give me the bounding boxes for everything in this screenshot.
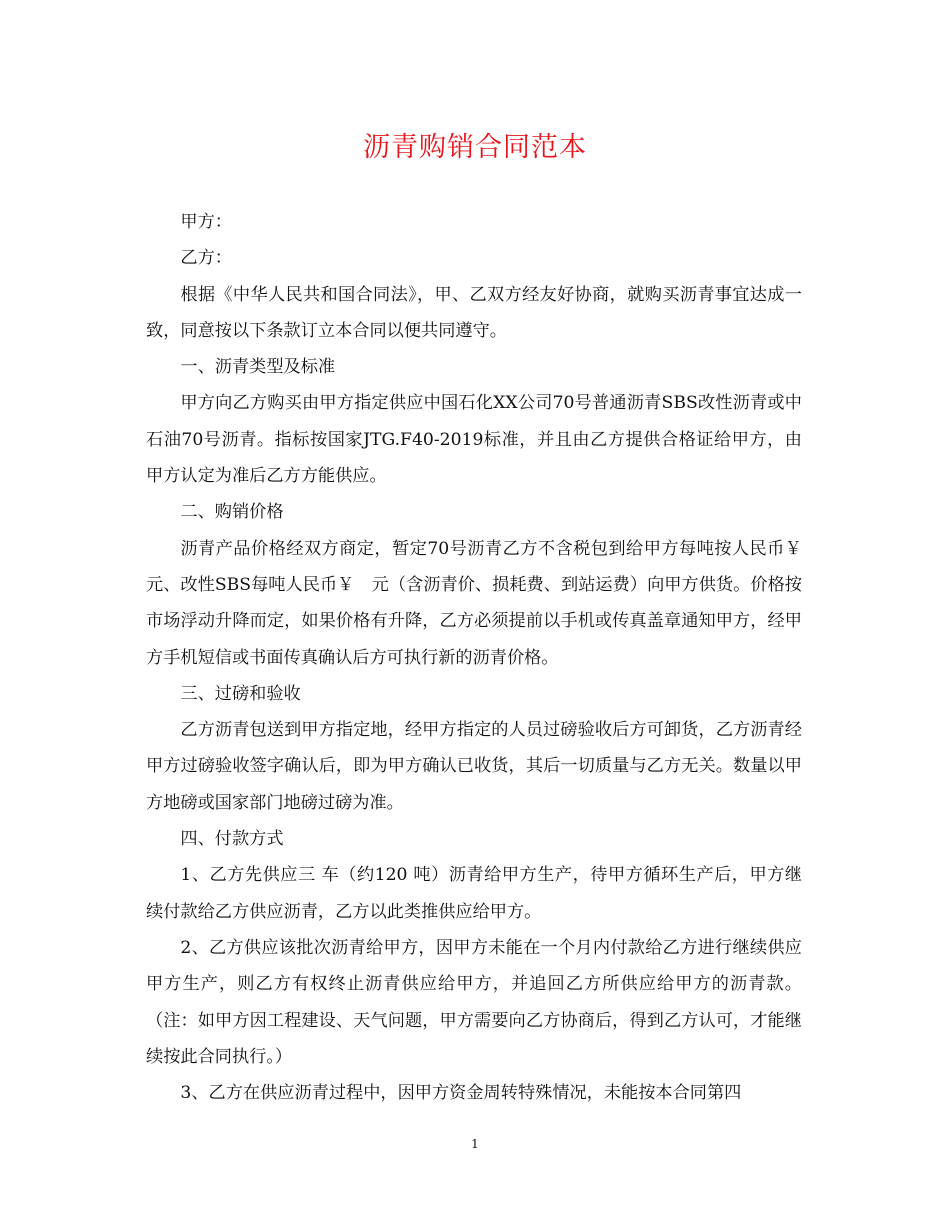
party-a-line: 甲方： (180, 212, 232, 232)
preamble-paragraph: 根据《中华人民共和国合同法》，甲、乙双方经友好协商，就购买沥青事宜达成一致，同意按以下条款订立本合同以便共同遵守。 (146, 284, 802, 341)
section-heading-4: 四、付款方式 (180, 829, 284, 850)
section-heading-1: 一、沥青类型及标准 (180, 357, 336, 378)
section-1-paragraph: 甲方向乙方购买由甲方指定供应中国石化XX公司70号普通沥青SBS改性沥青或中石油70号沥青。指标按国家JTG.F40-2019标准，并且由乙方提供合格证给甲方，由甲方认定为准后乙方方能供应。 (146, 393, 802, 487)
section-3-paragraph: 乙方沥青包送到甲方指定地，经甲方指定的人员过磅验收后方可卸货，乙方沥青经甲方过磅验收签字确认后，即为甲方确认已收货，其后一切质量与乙方无关。数量以甲方地磅或国家部门地磅过磅为准。 (146, 720, 802, 813)
payment-clause-1: 1、乙方先供应三 车（约120 吨）沥青给甲方生产，待甲方循环生产后，甲方继续付款给乙方供应沥青，乙方以此类推供应给甲方。 (146, 865, 802, 922)
party-b-line: 乙方： (180, 248, 232, 269)
page-number: 1 (471, 1137, 479, 1151)
document-body (146, 204, 820, 1111)
payment-clause-2: 2、乙方供应该批次沥青给甲方，因甲方未能在一个月内付款给乙方进行继续供应甲方生产，则乙方有权终止沥青供应给甲方，并追回乙方所供应给甲方的沥青款。（注：如甲方因工程建设、天气问题，甲方需要向乙方协商后，得到乙方认可，才能继续按此合同执行。） (146, 937, 802, 1067)
section-heading-3: 三、过磅和验收 (180, 683, 301, 704)
section-heading-2: 二、购销价格 (180, 502, 284, 523)
document-title: 沥青购销合同范本 (363, 132, 587, 163)
payment-clause-3: 3、乙方在供应沥青过程中，因甲方资金周转特殊情况，未能按本合同第四 (180, 1083, 742, 1104)
section-2-paragraph: 沥青产品价格经双方商定，暂定70号沥青乙方不含税包到给甲方每吨按人民币￥ 元、改性SBS每吨人民币￥ 元（含沥青价、损耗费、到站运费）向甲方供货。价格按市场浮动升降而定，如果价格有升降，乙方必须提前以手机或传真盖章通知甲方，经甲方手机短信或书面传真确认后方可执行新的沥青价格。 (146, 538, 820, 668)
